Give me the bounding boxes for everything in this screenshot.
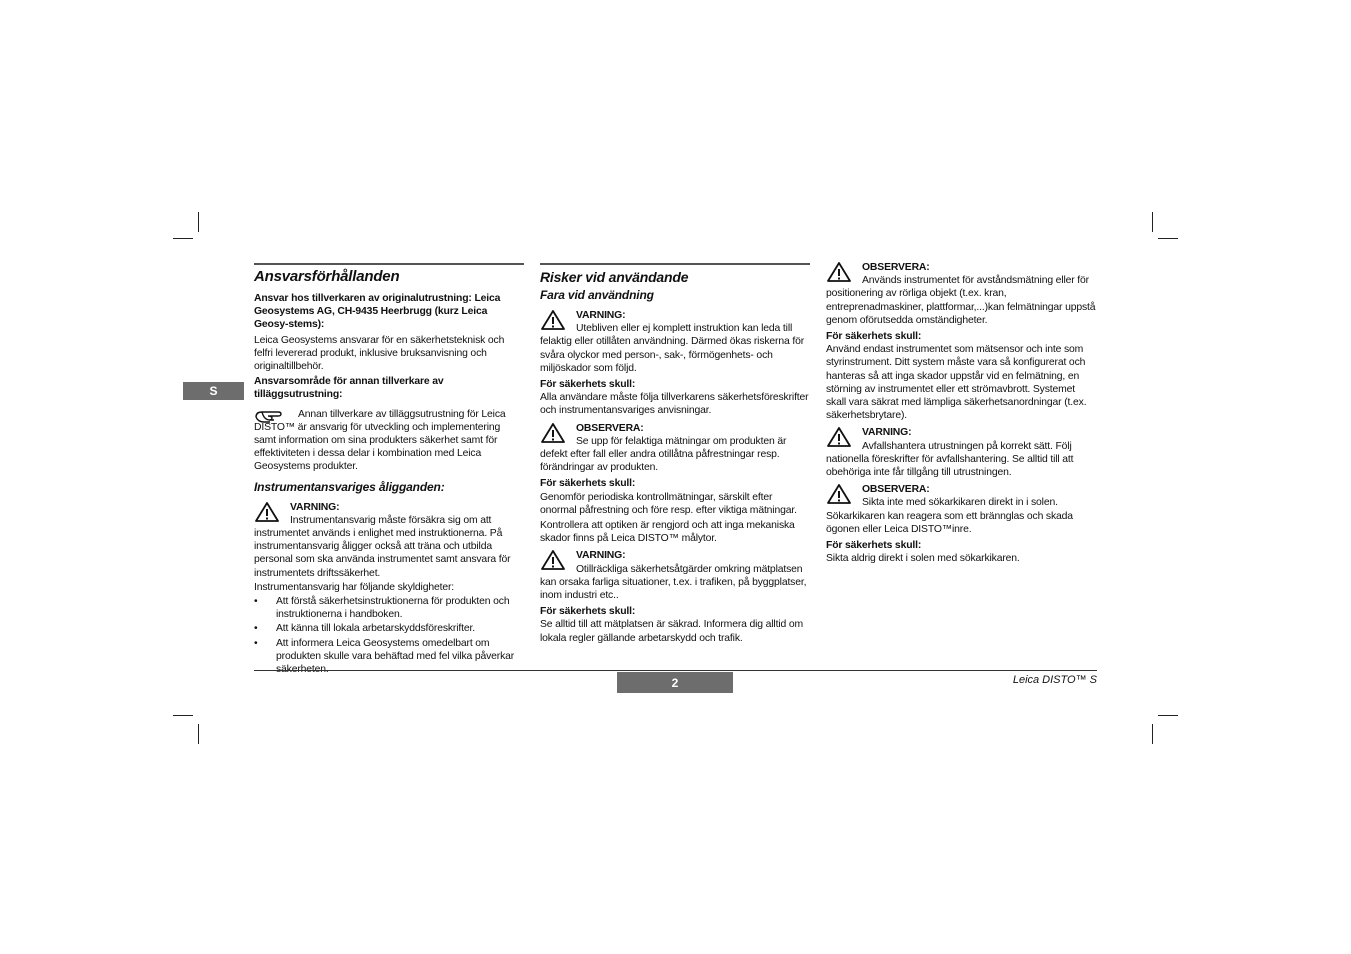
section-subtitle: Fara vid användning [540, 288, 654, 302]
note-text: kan orsaka farliga situationer, t.ex. i trafiken, på byggplatser, inom industri etc.. [540, 576, 807, 602]
column-risks-continued [826, 261, 1096, 565]
page-number: 2 [617, 672, 733, 693]
caution-note [826, 483, 1096, 536]
subheading: Ansvarsområde för annan tillverkare av tilläggsutrustning: [254, 376, 444, 401]
warning-triangle-icon [540, 309, 566, 331]
section-title: Ansvarsförhållanden [254, 268, 400, 285]
caution-note [826, 261, 1096, 327]
warning-note [254, 501, 524, 580]
subheading: För säkerhets skull: [540, 478, 636, 490]
crop-mark [1152, 724, 1153, 744]
paragraph: Se alltid till att mätplatsen är säkrad. Informera dig alltid om lokala regler gällande arbetarskydd och trafik. [540, 619, 803, 644]
crop-mark [173, 238, 193, 239]
note-text: instrumentet används i enlighet med instruktionerna. På instrumentansvarig åligger också att träna och utbilda personal som ska använda instrumentet samt ansvara för instrumentets driftssäkerhet. [254, 528, 511, 579]
warning-triangle-icon [540, 422, 566, 444]
warning-triangle-icon [826, 426, 852, 448]
section-rule [254, 263, 524, 265]
note-text: positionering av rörliga objekt (t.ex. kran, entreprenadmaskiner, plattformar,...)kan felmätningar uppstå genom oförutsedda omständigheter. [826, 288, 1096, 326]
paragraph: Genomför periodiska kontrollmätningar, särskilt efter onormal påfrestning och före resp. efter viktiga mätningar. [540, 491, 797, 516]
paragraph: Leica Geosystems ansvarar för en säkerhetsteknisk och felfri levererad produkt, inklusive bruksanvisning och originaltillbehör. [254, 334, 505, 373]
subheading: Ansvar hos tillverkaren av originalutrustning: Leica Geosystems AG, CH-9435 Heerbrugg (kurz Leica Geosy-stems): [254, 293, 501, 331]
note-label: VARNING: [576, 310, 626, 321]
list-item: • Att förstå säkerhetsinstruktionerna för produkten och instruktionerna i handboken. [254, 595, 524, 621]
note-label: VARNING: [290, 501, 340, 513]
pointing-hand-icon [254, 408, 284, 424]
paragraph: Instrumentansvarig har följande skyldigheter: [254, 581, 455, 593]
section-title: Risker vid användande [540, 269, 689, 285]
crop-mark [1152, 212, 1153, 232]
note-text: nationella föreskrifter för avfallshantering. Se alltid till att obehöriga inte får tillgång till utrustningen. [826, 453, 1074, 479]
note-text: felaktig eller otillåten användning. Därmed ökas riskerna för svåra olyckor med person-, sak-, förmögenhets- och miljöskador som följd. [540, 336, 805, 374]
note-text: Se upp för felaktiga mätningar om produkten är [576, 435, 787, 447]
duties-list [254, 595, 524, 676]
subheading: För säkerhets skull: [826, 540, 922, 552]
warning-triangle-icon [254, 501, 280, 523]
warning-triangle-icon [826, 483, 852, 505]
column-risks [540, 263, 810, 645]
note-text: Otillräckliga säkerhetsåtgärder omkring mätplatsen [576, 563, 803, 575]
caution-note [540, 422, 810, 475]
note-label: OBSERVERA: [862, 262, 930, 273]
crop-mark [173, 715, 193, 716]
section-subtitle: Instrumentansvariges åligganden: [254, 479, 445, 494]
crop-mark [198, 212, 199, 232]
paragraph: Sikta aldrig direkt i solen med sökarkikaren. [826, 553, 1020, 565]
footer-rule [254, 670, 1097, 671]
crop-mark [1158, 715, 1178, 716]
note-label: VARNING: [576, 550, 626, 562]
note-text: defekt efter fall eller andra otillåtna påfrestningar resp. förändringar av produkten. [540, 449, 780, 474]
paragraph: Kontrollera att optiken är rengjord och att inga mekaniska skador finns på Leica DISTO™ målytor. [540, 520, 795, 545]
note-text: Avfallshantera utrustningen på korrekt sätt. Följ [862, 440, 1072, 452]
column-responsibilities [254, 263, 524, 677]
list-item: • Att informera Leica Geosystems omedelbart om produkten skulle vara behäftad med fel vilka påverkar [254, 637, 524, 677]
note-label: OBSERVERA: [862, 484, 930, 496]
warning-triangle-icon [540, 549, 566, 571]
crop-mark [1158, 238, 1178, 239]
language-tab: S [183, 382, 244, 400]
note-text: Annan tillverkare av tilläggsutrustning för Leica [298, 408, 506, 420]
list-item: • Att känna till lokala arbetarskyddsföreskrifter. [254, 622, 524, 635]
paragraph: Använd endast instrumentet som mätsensor och inte som styrinstrument. Ditt system måste vara så konfigurerat och hanteras så att inga skador uppstår vid en felmätning, en störning av instrumentet eller ett strömavbrott. Systemet skall vara säkrat med lämpliga säkerhetsanordningar (t.ex. säkerhetsbrytare). [826, 344, 1087, 422]
subheading: För säkerhets skull: [826, 331, 922, 343]
subheading: För säkerhets skull: [540, 379, 636, 391]
section-rule [540, 263, 810, 265]
note-label: OBSERVERA: [576, 422, 644, 434]
note-text: DISTO™ är ansvarig för utveckling och implementering samt information om sina produkters säkerhet samt för effektiviteten i dessa delar i kombination med Leica Geosystems produkter. [254, 421, 501, 473]
note-text: Sikta inte med sökarkikaren direkt in i solen. [862, 497, 1058, 509]
subheading: För säkerhets skull: [540, 606, 636, 618]
note-text: Instrumentansvarig måste försäkra sig om att [290, 514, 492, 526]
warning-note [540, 309, 810, 375]
note-label: VARNING: [862, 427, 912, 439]
note-text: Används instrumentet för avståndsmätning eller för [862, 275, 1089, 287]
note-text: Sökarkikaren kan reagera som ett brännglas och skada ögonen eller Leica DISTO™inre. [826, 510, 1073, 535]
warning-triangle-icon [826, 261, 852, 283]
warning-note [826, 426, 1096, 479]
crop-mark [198, 724, 199, 744]
hand-note [254, 408, 524, 474]
footer-brand: Leica DISTO™ S [1012, 674, 1097, 686]
note-text: Utebliven eller ej komplett instruktion kan leda till [576, 323, 793, 335]
warning-note [540, 549, 810, 602]
paragraph: Alla användare måste följa tillverkarens säkerhetsföreskrifter och instrumentansvariges anvisningar. [540, 392, 809, 417]
